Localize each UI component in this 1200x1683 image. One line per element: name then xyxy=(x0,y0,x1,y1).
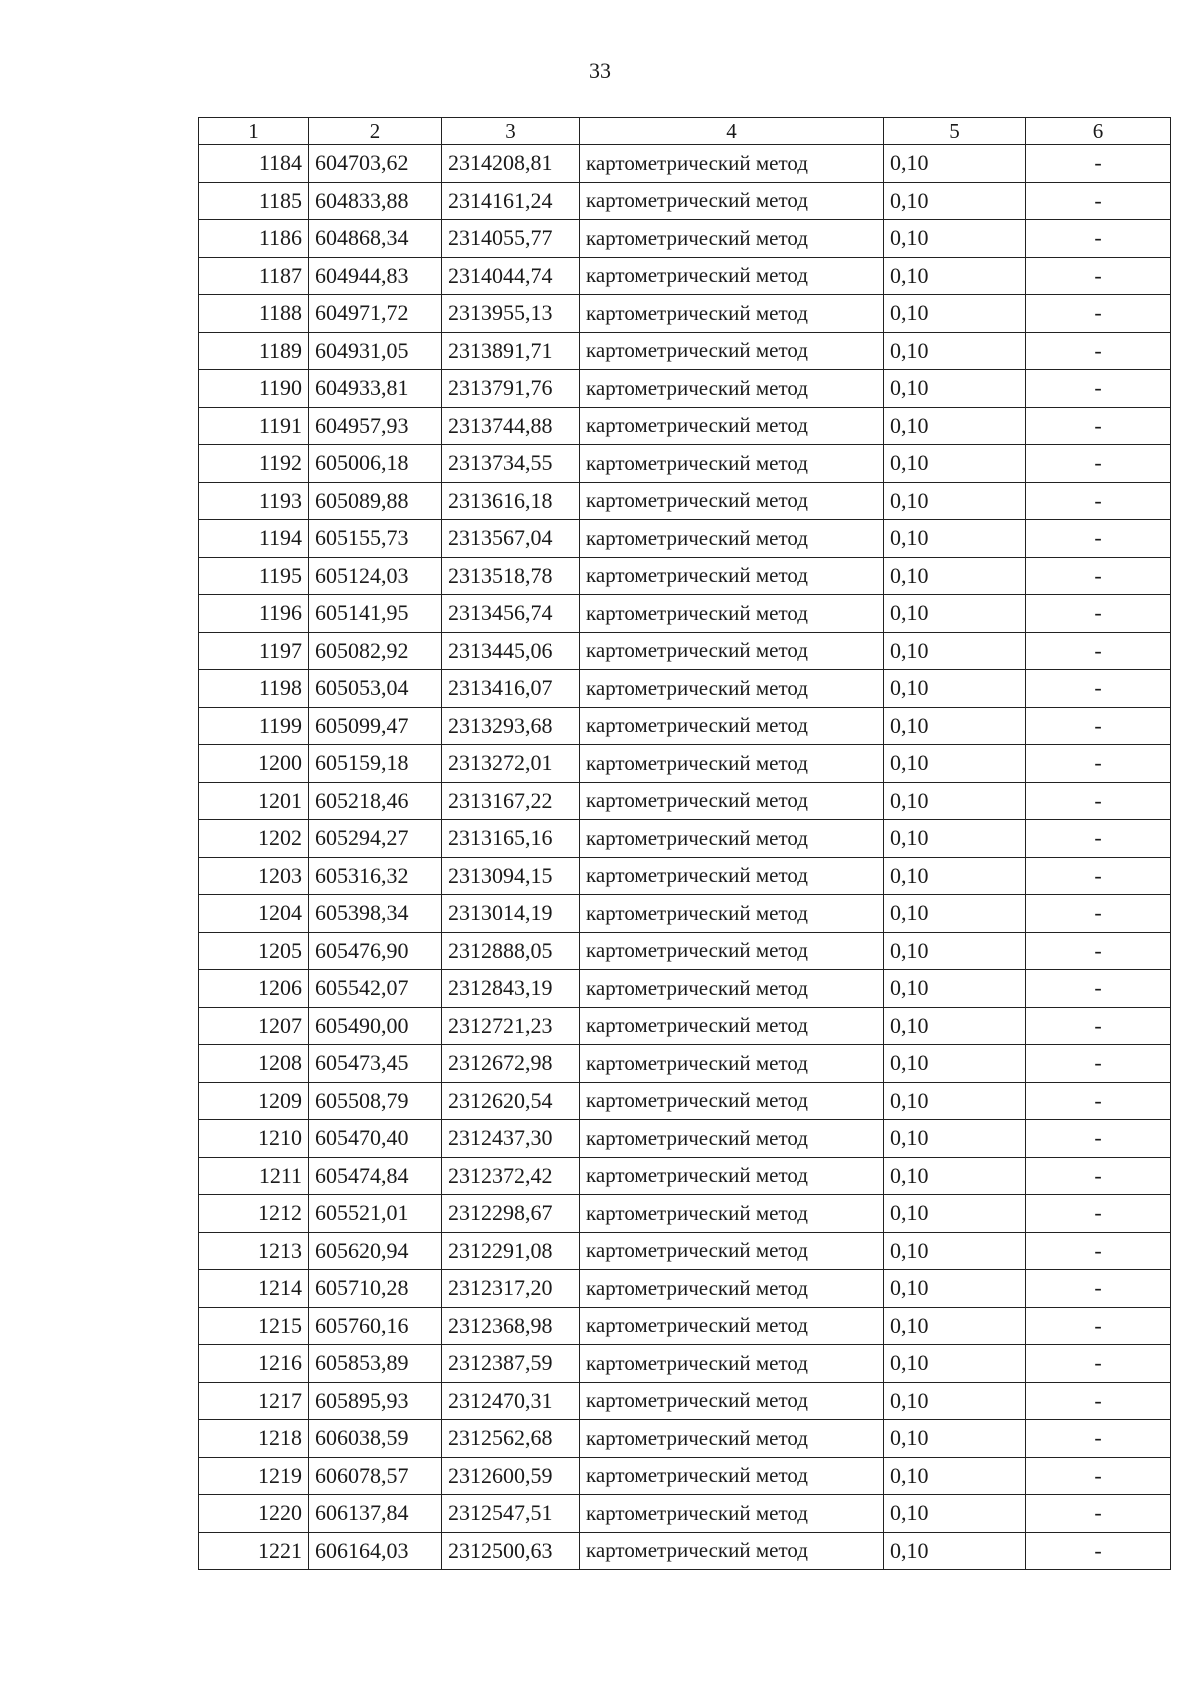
method-cell: картометрический метод xyxy=(580,932,884,970)
note-cell: - xyxy=(1026,1495,1171,1533)
method-cell: картометрический метод xyxy=(580,407,884,445)
y-coordinate-cell: 2312620,54 xyxy=(442,1082,580,1120)
note-cell: - xyxy=(1026,295,1171,333)
point-number-cell: 1196 xyxy=(199,595,309,633)
accuracy-cell: 0,10 xyxy=(884,407,1026,445)
accuracy-cell: 0,10 xyxy=(884,895,1026,933)
y-coordinate-cell: 2312600,59 xyxy=(442,1457,580,1495)
header-row xyxy=(199,118,1171,145)
y-coordinate-cell: 2313094,15 xyxy=(442,857,580,895)
method-cell: картометрический метод xyxy=(580,1157,884,1195)
method-cell: картометрический метод xyxy=(580,1495,884,1533)
column-header: 6 xyxy=(1026,118,1171,145)
point-number-cell: 1215 xyxy=(199,1307,309,1345)
table-row xyxy=(199,1082,1171,1120)
point-number-cell: 1213 xyxy=(199,1232,309,1270)
y-coordinate-cell: 2312470,31 xyxy=(442,1382,580,1420)
point-number-cell: 1199 xyxy=(199,707,309,745)
table-row xyxy=(199,520,1171,558)
table-row xyxy=(199,820,1171,858)
note-cell: - xyxy=(1026,520,1171,558)
y-coordinate-cell: 2312317,20 xyxy=(442,1270,580,1308)
x-coordinate-cell: 605853,89 xyxy=(309,1345,442,1383)
y-coordinate-cell: 2313518,78 xyxy=(442,557,580,595)
x-coordinate-cell: 604971,72 xyxy=(309,295,442,333)
x-coordinate-cell: 605490,00 xyxy=(309,1007,442,1045)
point-number-cell: 1214 xyxy=(199,1270,309,1308)
note-cell: - xyxy=(1026,1082,1171,1120)
table-row xyxy=(199,1457,1171,1495)
table-row xyxy=(199,707,1171,745)
table-row xyxy=(199,1120,1171,1158)
point-number-cell: 1218 xyxy=(199,1420,309,1458)
accuracy-cell: 0,10 xyxy=(884,1382,1026,1420)
y-coordinate-cell: 2312372,42 xyxy=(442,1157,580,1195)
method-cell: картометрический метод xyxy=(580,970,884,1008)
point-number-cell: 1216 xyxy=(199,1345,309,1383)
accuracy-cell: 0,10 xyxy=(884,1195,1026,1233)
accuracy-cell: 0,10 xyxy=(884,595,1026,633)
point-number-cell: 1189 xyxy=(199,332,309,370)
table-row xyxy=(199,557,1171,595)
method-cell: картометрический метод xyxy=(580,595,884,633)
x-coordinate-cell: 606137,84 xyxy=(309,1495,442,1533)
method-cell: картометрический метод xyxy=(580,1270,884,1308)
method-cell: картометрический метод xyxy=(580,1045,884,1083)
table-row xyxy=(199,782,1171,820)
accuracy-cell: 0,10 xyxy=(884,257,1026,295)
note-cell: - xyxy=(1026,257,1171,295)
table-row xyxy=(199,1045,1171,1083)
x-coordinate-cell: 605053,04 xyxy=(309,670,442,708)
note-cell: - xyxy=(1026,557,1171,595)
table-row xyxy=(199,595,1171,633)
x-coordinate-cell: 605476,90 xyxy=(309,932,442,970)
method-cell: картометрический метод xyxy=(580,445,884,483)
x-coordinate-cell: 605099,47 xyxy=(309,707,442,745)
y-coordinate-cell: 2312291,08 xyxy=(442,1232,580,1270)
accuracy-cell: 0,10 xyxy=(884,1270,1026,1308)
y-coordinate-cell: 2312547,51 xyxy=(442,1495,580,1533)
method-cell: картометрический метод xyxy=(580,520,884,558)
table-body xyxy=(199,145,1171,1570)
y-coordinate-cell: 2313014,19 xyxy=(442,895,580,933)
y-coordinate-cell: 2313567,04 xyxy=(442,520,580,558)
note-cell: - xyxy=(1026,1532,1171,1570)
table-row xyxy=(199,970,1171,1008)
note-cell: - xyxy=(1026,1382,1171,1420)
point-number-cell: 1187 xyxy=(199,257,309,295)
point-number-cell: 1205 xyxy=(199,932,309,970)
table-row xyxy=(199,332,1171,370)
accuracy-cell: 0,10 xyxy=(884,220,1026,258)
column-header: 4 xyxy=(580,118,884,145)
x-coordinate-cell: 604868,34 xyxy=(309,220,442,258)
point-number-cell: 1209 xyxy=(199,1082,309,1120)
point-number-cell: 1186 xyxy=(199,220,309,258)
note-cell: - xyxy=(1026,332,1171,370)
x-coordinate-cell: 605508,79 xyxy=(309,1082,442,1120)
method-cell: картометрический метод xyxy=(580,1120,884,1158)
method-cell: картометрический метод xyxy=(580,820,884,858)
method-cell: картометрический метод xyxy=(580,220,884,258)
point-number-cell: 1184 xyxy=(199,145,309,183)
y-coordinate-cell: 2314208,81 xyxy=(442,145,580,183)
x-coordinate-cell: 605760,16 xyxy=(309,1307,442,1345)
note-cell: - xyxy=(1026,1457,1171,1495)
table-row xyxy=(199,145,1171,183)
x-coordinate-cell: 605159,18 xyxy=(309,745,442,783)
note-cell: - xyxy=(1026,1307,1171,1345)
accuracy-cell: 0,10 xyxy=(884,970,1026,1008)
y-coordinate-cell: 2312368,98 xyxy=(442,1307,580,1345)
y-coordinate-cell: 2313616,18 xyxy=(442,482,580,520)
accuracy-cell: 0,10 xyxy=(884,1120,1026,1158)
accuracy-cell: 0,10 xyxy=(884,332,1026,370)
table-row xyxy=(199,1532,1171,1570)
x-coordinate-cell: 605155,73 xyxy=(309,520,442,558)
accuracy-cell: 0,10 xyxy=(884,1307,1026,1345)
accuracy-cell: 0,10 xyxy=(884,1532,1026,1570)
accuracy-cell: 0,10 xyxy=(884,370,1026,408)
table-row xyxy=(199,295,1171,333)
point-number-cell: 1217 xyxy=(199,1382,309,1420)
table-row xyxy=(199,220,1171,258)
point-number-cell: 1201 xyxy=(199,782,309,820)
point-number-cell: 1204 xyxy=(199,895,309,933)
note-cell: - xyxy=(1026,1007,1171,1045)
note-cell: - xyxy=(1026,745,1171,783)
table-row xyxy=(199,745,1171,783)
accuracy-cell: 0,10 xyxy=(884,1045,1026,1083)
point-number-cell: 1211 xyxy=(199,1157,309,1195)
point-number-cell: 1188 xyxy=(199,295,309,333)
accuracy-cell: 0,10 xyxy=(884,820,1026,858)
table-row xyxy=(199,1157,1171,1195)
note-cell: - xyxy=(1026,970,1171,1008)
y-coordinate-cell: 2314055,77 xyxy=(442,220,580,258)
x-coordinate-cell: 604944,83 xyxy=(309,257,442,295)
method-cell: картометрический метод xyxy=(580,295,884,333)
point-number-cell: 1195 xyxy=(199,557,309,595)
x-coordinate-cell: 605895,93 xyxy=(309,1382,442,1420)
note-cell: - xyxy=(1026,1232,1171,1270)
table-row xyxy=(199,182,1171,220)
point-number-cell: 1212 xyxy=(199,1195,309,1233)
table-header xyxy=(199,118,1171,145)
x-coordinate-cell: 606164,03 xyxy=(309,1532,442,1570)
accuracy-cell: 0,10 xyxy=(884,1495,1026,1533)
accuracy-cell: 0,10 xyxy=(884,445,1026,483)
note-cell: - xyxy=(1026,595,1171,633)
note-cell: - xyxy=(1026,857,1171,895)
y-coordinate-cell: 2312562,68 xyxy=(442,1420,580,1458)
accuracy-cell: 0,10 xyxy=(884,557,1026,595)
method-cell: картометрический метод xyxy=(580,782,884,820)
accuracy-cell: 0,10 xyxy=(884,707,1026,745)
point-number-cell: 1193 xyxy=(199,482,309,520)
accuracy-cell: 0,10 xyxy=(884,520,1026,558)
note-cell: - xyxy=(1026,407,1171,445)
accuracy-cell: 0,10 xyxy=(884,782,1026,820)
y-coordinate-cell: 2313293,68 xyxy=(442,707,580,745)
x-coordinate-cell: 605474,84 xyxy=(309,1157,442,1195)
x-coordinate-cell: 605620,94 xyxy=(309,1232,442,1270)
method-cell: картометрический метод xyxy=(580,632,884,670)
point-number-cell: 1185 xyxy=(199,182,309,220)
table-row xyxy=(199,1495,1171,1533)
x-coordinate-cell: 606038,59 xyxy=(309,1420,442,1458)
table-row xyxy=(199,445,1171,483)
note-cell: - xyxy=(1026,182,1171,220)
note-cell: - xyxy=(1026,1420,1171,1458)
point-number-cell: 1198 xyxy=(199,670,309,708)
method-cell: картометрический метод xyxy=(580,670,884,708)
point-number-cell: 1192 xyxy=(199,445,309,483)
note-cell: - xyxy=(1026,145,1171,183)
table-row xyxy=(199,257,1171,295)
method-cell: картометрический метод xyxy=(580,557,884,595)
method-cell: картометрический метод xyxy=(580,1307,884,1345)
table-row xyxy=(199,482,1171,520)
y-coordinate-cell: 2314161,24 xyxy=(442,182,580,220)
table-row xyxy=(199,932,1171,970)
point-number-cell: 1191 xyxy=(199,407,309,445)
accuracy-cell: 0,10 xyxy=(884,1232,1026,1270)
method-cell: картометрический метод xyxy=(580,370,884,408)
y-coordinate-cell: 2312437,30 xyxy=(442,1120,580,1158)
x-coordinate-cell: 605082,92 xyxy=(309,632,442,670)
column-header: 2 xyxy=(309,118,442,145)
point-number-cell: 1220 xyxy=(199,1495,309,1533)
point-number-cell: 1200 xyxy=(199,745,309,783)
x-coordinate-cell: 605294,27 xyxy=(309,820,442,858)
x-coordinate-cell: 605398,34 xyxy=(309,895,442,933)
y-coordinate-cell: 2313744,88 xyxy=(442,407,580,445)
method-cell: картометрический метод xyxy=(580,1195,884,1233)
note-cell: - xyxy=(1026,932,1171,970)
point-number-cell: 1207 xyxy=(199,1007,309,1045)
y-coordinate-cell: 2313791,76 xyxy=(442,370,580,408)
table-row xyxy=(199,895,1171,933)
note-cell: - xyxy=(1026,895,1171,933)
column-header: 3 xyxy=(442,118,580,145)
accuracy-cell: 0,10 xyxy=(884,1457,1026,1495)
method-cell: картометрический метод xyxy=(580,257,884,295)
point-number-cell: 1208 xyxy=(199,1045,309,1083)
point-number-cell: 1197 xyxy=(199,632,309,670)
y-coordinate-cell: 2313165,16 xyxy=(442,820,580,858)
y-coordinate-cell: 2313891,71 xyxy=(442,332,580,370)
y-coordinate-cell: 2313445,06 xyxy=(442,632,580,670)
table-row xyxy=(199,1420,1171,1458)
table-row xyxy=(199,1232,1171,1270)
x-coordinate-cell: 604957,93 xyxy=(309,407,442,445)
note-cell: - xyxy=(1026,707,1171,745)
accuracy-cell: 0,10 xyxy=(884,1007,1026,1045)
note-cell: - xyxy=(1026,820,1171,858)
x-coordinate-cell: 605521,01 xyxy=(309,1195,442,1233)
accuracy-cell: 0,10 xyxy=(884,632,1026,670)
note-cell: - xyxy=(1026,1120,1171,1158)
note-cell: - xyxy=(1026,1157,1171,1195)
accuracy-cell: 0,10 xyxy=(884,1420,1026,1458)
y-coordinate-cell: 2312672,98 xyxy=(442,1045,580,1083)
column-header: 1 xyxy=(199,118,309,145)
accuracy-cell: 0,10 xyxy=(884,1082,1026,1120)
method-cell: картометрический метод xyxy=(580,1420,884,1458)
y-coordinate-cell: 2313167,22 xyxy=(442,782,580,820)
point-number-cell: 1194 xyxy=(199,520,309,558)
x-coordinate-cell: 605470,40 xyxy=(309,1120,442,1158)
note-cell: - xyxy=(1026,670,1171,708)
table-row xyxy=(199,1345,1171,1383)
table-row xyxy=(199,1195,1171,1233)
x-coordinate-cell: 604933,81 xyxy=(309,370,442,408)
x-coordinate-cell: 605710,28 xyxy=(309,1270,442,1308)
y-coordinate-cell: 2312721,23 xyxy=(442,1007,580,1045)
table-row xyxy=(199,1307,1171,1345)
x-coordinate-cell: 604833,88 xyxy=(309,182,442,220)
accuracy-cell: 0,10 xyxy=(884,745,1026,783)
page-number: 33 xyxy=(589,58,611,83)
accuracy-cell: 0,10 xyxy=(884,482,1026,520)
method-cell: картометрический метод xyxy=(580,332,884,370)
y-coordinate-cell: 2312298,67 xyxy=(442,1195,580,1233)
method-cell: картометрический метод xyxy=(580,745,884,783)
method-cell: картометрический метод xyxy=(580,145,884,183)
accuracy-cell: 0,10 xyxy=(884,932,1026,970)
note-cell: - xyxy=(1026,370,1171,408)
method-cell: картометрический метод xyxy=(580,1345,884,1383)
table-row xyxy=(199,632,1171,670)
x-coordinate-cell: 605473,45 xyxy=(309,1045,442,1083)
y-coordinate-cell: 2313734,55 xyxy=(442,445,580,483)
x-coordinate-cell: 605542,07 xyxy=(309,970,442,1008)
method-cell: картометрический метод xyxy=(580,895,884,933)
y-coordinate-cell: 2313955,13 xyxy=(442,295,580,333)
accuracy-cell: 0,10 xyxy=(884,670,1026,708)
table-row xyxy=(199,1270,1171,1308)
method-cell: картометрический метод xyxy=(580,1007,884,1045)
y-coordinate-cell: 2312387,59 xyxy=(442,1345,580,1383)
accuracy-cell: 0,10 xyxy=(884,145,1026,183)
table-row xyxy=(199,1007,1171,1045)
method-cell: картометрический метод xyxy=(580,482,884,520)
note-cell: - xyxy=(1026,482,1171,520)
method-cell: картометрический метод xyxy=(580,1232,884,1270)
table-row xyxy=(199,1382,1171,1420)
accuracy-cell: 0,10 xyxy=(884,857,1026,895)
x-coordinate-cell: 605124,03 xyxy=(309,557,442,595)
note-cell: - xyxy=(1026,1045,1171,1083)
accuracy-cell: 0,10 xyxy=(884,1345,1026,1383)
table-row xyxy=(199,670,1171,708)
point-number-cell: 1203 xyxy=(199,857,309,895)
note-cell: - xyxy=(1026,220,1171,258)
method-cell: картометрический метод xyxy=(580,182,884,220)
method-cell: картометрический метод xyxy=(580,1382,884,1420)
point-number-cell: 1206 xyxy=(199,970,309,1008)
point-number-cell: 1210 xyxy=(199,1120,309,1158)
x-coordinate-cell: 604931,05 xyxy=(309,332,442,370)
note-cell: - xyxy=(1026,1195,1171,1233)
column-header: 5 xyxy=(884,118,1026,145)
x-coordinate-cell: 604703,62 xyxy=(309,145,442,183)
table-row xyxy=(199,857,1171,895)
accuracy-cell: 0,10 xyxy=(884,182,1026,220)
note-cell: - xyxy=(1026,782,1171,820)
x-coordinate-cell: 605316,32 xyxy=(309,857,442,895)
note-cell: - xyxy=(1026,1345,1171,1383)
x-coordinate-cell: 605218,46 xyxy=(309,782,442,820)
method-cell: картометрический метод xyxy=(580,1457,884,1495)
method-cell: картометрический метод xyxy=(580,857,884,895)
table-row xyxy=(199,407,1171,445)
note-cell: - xyxy=(1026,445,1171,483)
point-number-cell: 1202 xyxy=(199,820,309,858)
point-number-cell: 1219 xyxy=(199,1457,309,1495)
coordinates-table xyxy=(198,117,1171,1570)
y-coordinate-cell: 2312843,19 xyxy=(442,970,580,1008)
accuracy-cell: 0,10 xyxy=(884,1157,1026,1195)
y-coordinate-cell: 2312888,05 xyxy=(442,932,580,970)
method-cell: картометрический метод xyxy=(580,1082,884,1120)
y-coordinate-cell: 2313416,07 xyxy=(442,670,580,708)
y-coordinate-cell: 2313456,74 xyxy=(442,595,580,633)
method-cell: картометрический метод xyxy=(580,707,884,745)
note-cell: - xyxy=(1026,1270,1171,1308)
x-coordinate-cell: 605141,95 xyxy=(309,595,442,633)
y-coordinate-cell: 2312500,63 xyxy=(442,1532,580,1570)
y-coordinate-cell: 2313272,01 xyxy=(442,745,580,783)
point-number-cell: 1190 xyxy=(199,370,309,408)
x-coordinate-cell: 606078,57 xyxy=(309,1457,442,1495)
point-number-cell: 1221 xyxy=(199,1532,309,1570)
x-coordinate-cell: 605089,88 xyxy=(309,482,442,520)
note-cell: - xyxy=(1026,632,1171,670)
accuracy-cell: 0,10 xyxy=(884,295,1026,333)
y-coordinate-cell: 2314044,74 xyxy=(442,257,580,295)
table-row xyxy=(199,370,1171,408)
method-cell: картометрический метод xyxy=(580,1532,884,1570)
x-coordinate-cell: 605006,18 xyxy=(309,445,442,483)
